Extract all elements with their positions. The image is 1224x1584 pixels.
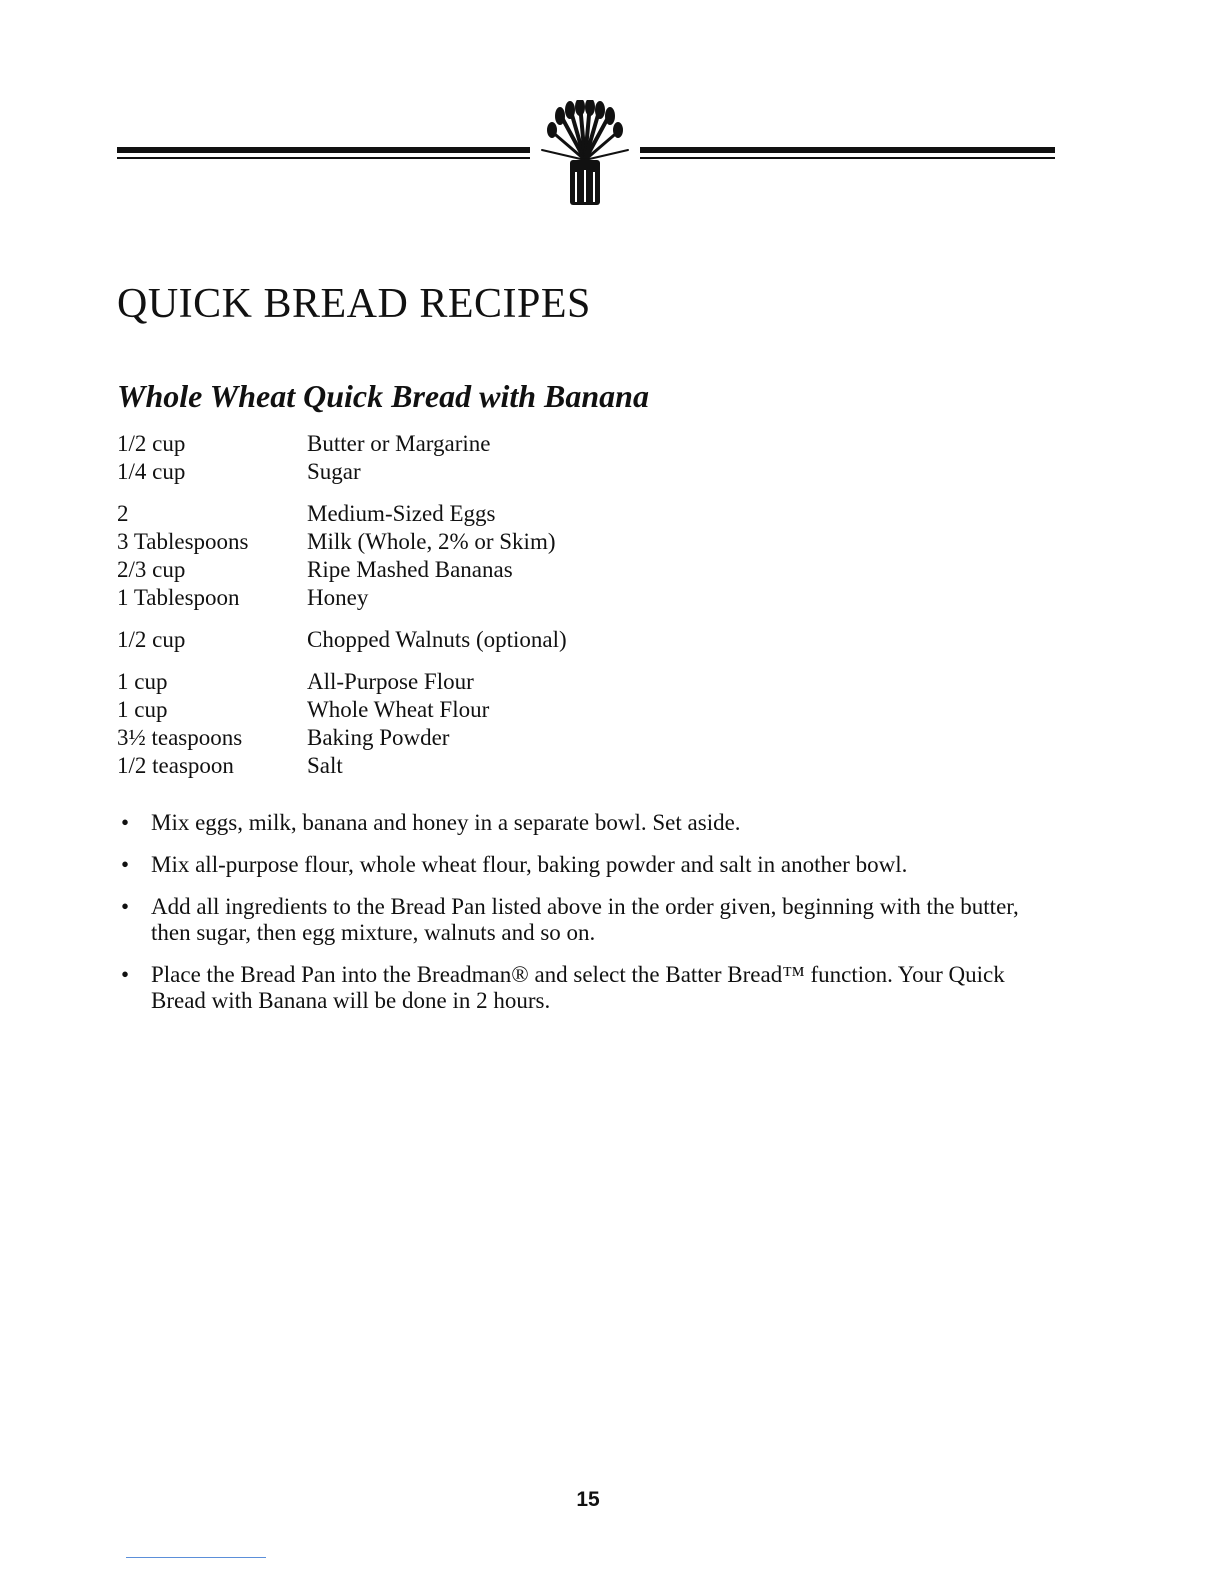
ingredient-group-wet xyxy=(117,500,817,612)
ingredient-amount: 1/2 teaspoon xyxy=(117,753,234,778)
ingredient-name: Whole Wheat Flour xyxy=(307,697,490,722)
ingredient-row xyxy=(117,626,817,654)
ingredient-row xyxy=(117,724,817,752)
ingredient-name: Butter or Margarine xyxy=(307,431,491,456)
ingredient-name: Medium-Sized Eggs xyxy=(307,501,496,526)
bullet-icon: • xyxy=(121,810,130,835)
ingredient-amount: 1 cup xyxy=(117,697,168,722)
ingredient-name: Chopped Walnuts (optional) xyxy=(307,627,567,652)
instruction-list xyxy=(117,810,1057,1030)
instruction-step xyxy=(117,962,1057,1014)
instruction-text: Mix eggs, milk, banana and honey in a separate bowl. Set aside. xyxy=(151,810,741,835)
bullet-icon: • xyxy=(121,894,130,919)
ingredient-list xyxy=(117,430,817,794)
ingredient-name: Baking Powder xyxy=(307,725,450,750)
recipe-title: Whole Wheat Quick Bread with Banana xyxy=(117,378,649,414)
ingredient-name: Ripe Mashed Bananas xyxy=(307,557,513,582)
instruction-text: Place the Bread Pan into the Breadman® and select the Batter Bread™ function. Your Quick Bread with Banana will be done in 2 hours. xyxy=(151,962,1005,1013)
instruction-step xyxy=(117,894,1057,946)
ingredient-group-fats-sugar xyxy=(117,430,817,486)
ingredient-amount: 1 Tablespoon xyxy=(117,585,240,610)
instruction-step xyxy=(117,810,1057,836)
ingredient-name: Milk (Whole, 2% or Skim) xyxy=(307,529,556,554)
ingredient-amount: 1/4 cup xyxy=(117,459,186,484)
ingredient-row xyxy=(117,696,817,724)
ingredient-amount: 3½ teaspoons xyxy=(117,725,243,750)
page-title: QUICK BREAD RECIPES xyxy=(117,281,591,327)
ingredient-row xyxy=(117,430,817,458)
page-number: 15 xyxy=(576,1488,600,1511)
ingredient-amount: 1/2 cup xyxy=(117,431,186,456)
footer-line xyxy=(126,1557,266,1558)
ingredient-name: Honey xyxy=(307,585,369,610)
ingredient-amount: 2/3 cup xyxy=(117,557,186,582)
ingredient-amount: 1/2 cup xyxy=(117,627,186,652)
bullet-icon: • xyxy=(121,852,130,877)
ingredient-row xyxy=(117,458,817,486)
ingredient-amount: 2 xyxy=(117,501,129,526)
ingredient-amount: 3 Tablespoons xyxy=(117,529,249,554)
ingredient-row xyxy=(117,528,817,556)
ingredient-row xyxy=(117,556,817,584)
bullet-icon: • xyxy=(121,962,130,987)
ingredient-row xyxy=(117,752,817,780)
ingredient-group-nuts xyxy=(117,626,817,654)
ingredient-row xyxy=(117,668,817,696)
ingredient-row xyxy=(117,500,817,528)
instruction-step xyxy=(117,852,1057,878)
ingredient-amount: 1 cup xyxy=(117,669,168,694)
ingredient-name: Sugar xyxy=(307,459,361,484)
ingredient-name: All-Purpose Flour xyxy=(307,669,474,694)
instruction-text: Mix all-purpose flour, whole wheat flour, baking powder and salt in another bowl. xyxy=(151,852,908,877)
wheat-sheaf-icon xyxy=(530,100,640,210)
ingredient-row xyxy=(117,584,817,612)
instruction-text: Add all ingredients to the Bread Pan listed above in the order given, beginning with the butter, then sugar, then egg mixture, walnuts and so on. xyxy=(151,894,1019,945)
ingredient-name: Salt xyxy=(307,753,343,778)
ingredient-group-dry xyxy=(117,668,817,780)
